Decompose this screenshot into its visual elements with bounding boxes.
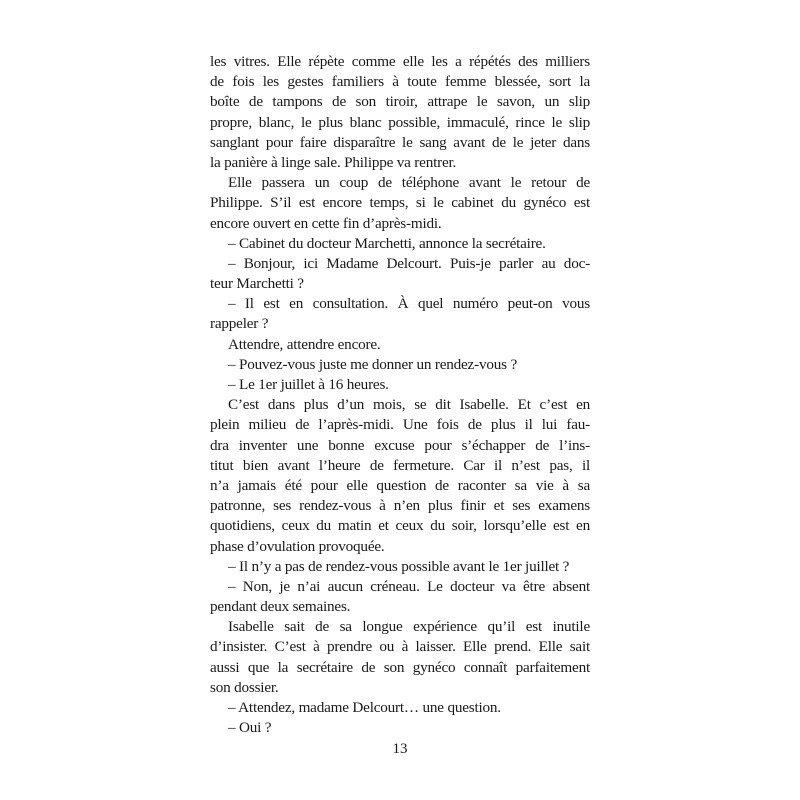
text-line: rappeler ? [210,315,269,333]
text-line: son dossier. [210,678,279,696]
text-line: sanglant pour faire disparaître le sang avant de le jeter dans [210,133,590,151]
text-line: – Il n’y a pas de rendez-vous possible avant le 1er juillet ? [228,557,570,575]
page-number: 13 [392,741,408,757]
text-line: encore ouvert en cette fin d’après-midi. [210,214,442,232]
text-line: – Cabinet du docteur Marchetti, annonce la secrétaire. [228,234,546,252]
text-line: – Pouvez-vous juste me donner un rendez-vous ? [228,355,517,373]
text-line: aussi que la secrétaire de son gynéco connaît parfaitement [210,658,590,676]
text-line: – Non, je n’ai aucun créneau. Le docteur va être absent [228,577,590,595]
text-line: Elle passera un coup de téléphone avant le retour de [228,174,590,192]
text-line: phase d’ovulation provoquée. [210,537,385,555]
text-line: Isabelle sait de sa longue expérience qu’il est inutile [228,618,590,636]
text-line: – Oui ? [228,719,272,737]
text-line: n’a jamais été pour elle question de raconter sa vie à sa [210,476,590,494]
text-line: – Attendez, madame Delcourt… une question. [228,699,501,716]
text-line: la panière à linge sale. Philippe va rentrer. [210,153,457,171]
text-line: dra inventer une bonne excuse pour s’échapper de l’ins- [210,436,590,454]
text-line: boîte de tampons de son tiroir, attrape le savon, un slip [210,93,590,111]
text-line: titut bien avant l’heure de fermeture. Car il n’est pas, il [210,456,590,474]
text-line: les vitres. Elle répète comme elle les a répétés des milliers [210,53,590,70]
text-line: C’est dans plus d’un mois, se dit Isabelle. Et c’est en [228,396,590,414]
text-line: Attendre, attendre encore. [228,335,381,353]
text-line: – Il est en consultation. À quel numéro peut-on vous [228,295,590,313]
text-line: Philippe. S’il est encore temps, si le cabinet du gynéco est [210,194,590,212]
body-text [210,52,590,738]
text-line: patronne, ses rendez-vous à n’en plus finir et ses examens [210,497,590,515]
text-line: – Le 1er juillet à 16 heures. [228,376,389,393]
text-line: plein milieu de l’après-midi. Une fois de plus il lui fau- [210,416,590,434]
text-line: pendant deux semaines. [210,598,351,616]
text-line: quotidiens, ceux du matin et ceux du soir, lorsqu’elle est en [210,517,590,535]
text-line: d’insister. C’est à prendre ou à laisser. Elle prend. Elle sait [210,638,590,656]
text-line: teur Marchetti ? [210,275,304,293]
text-line: – Bonjour, ici Madame Delcourt. Puis-je parler au doc- [228,254,590,272]
text-line: de fois les gestes familiers à toute femme blessée, sort la [210,73,590,91]
text-line: propre, blanc, le plus blanc possible, immaculé, rince le slip [210,113,590,131]
